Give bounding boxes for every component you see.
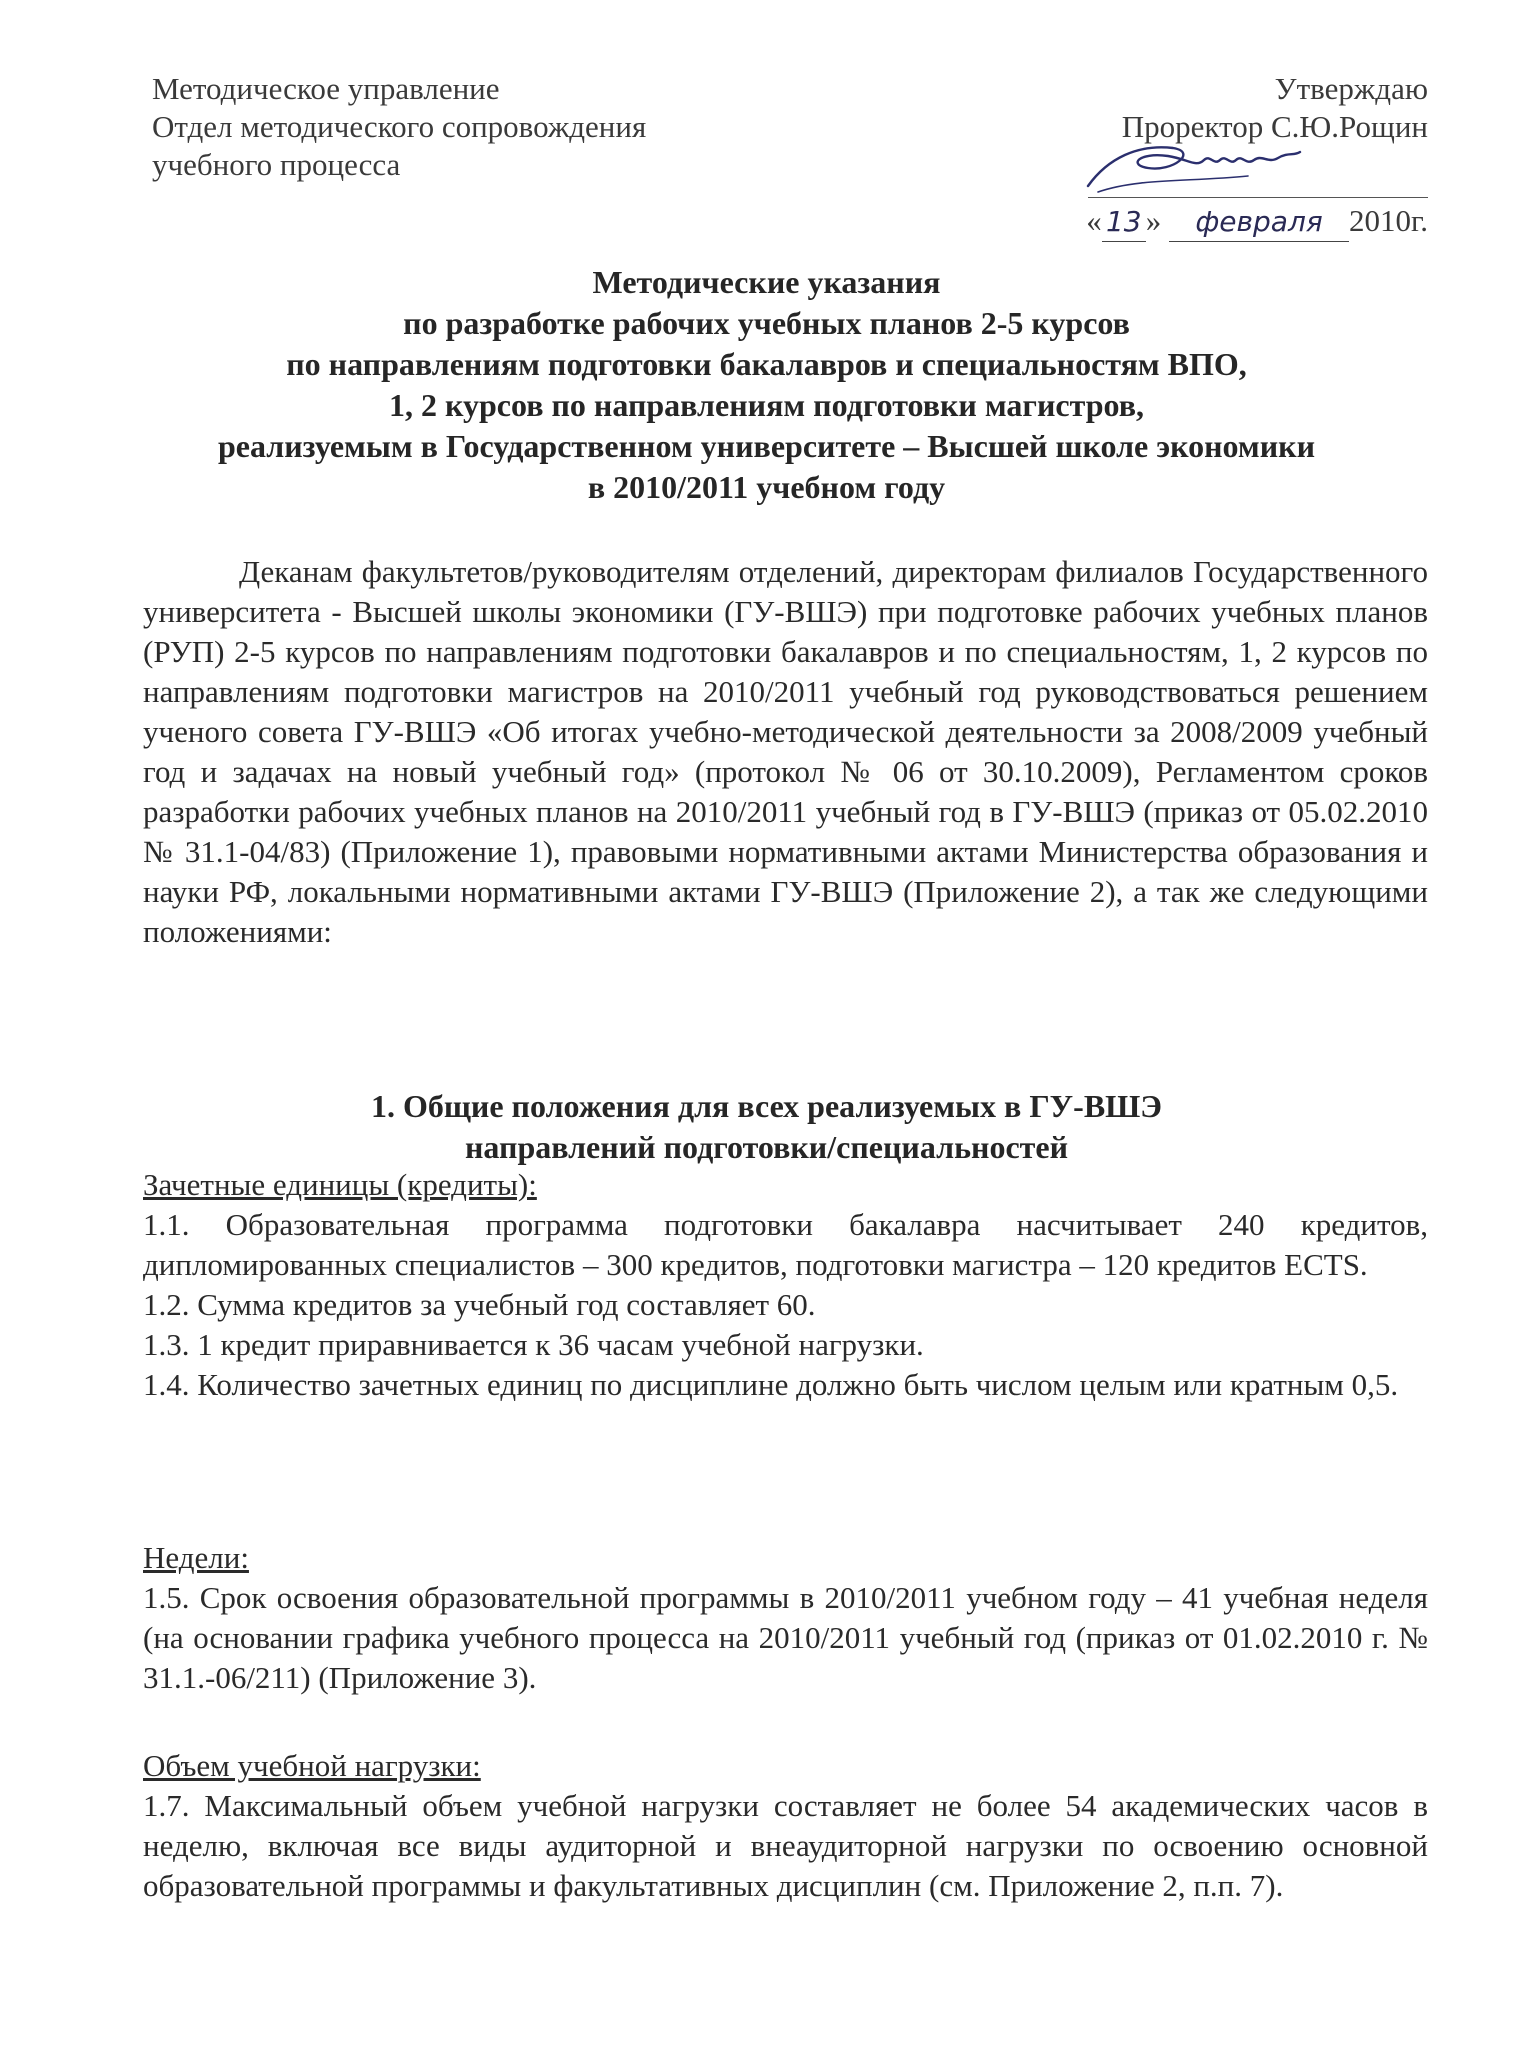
signature-rule [1088, 197, 1428, 198]
weeks-block [143, 1538, 1428, 1698]
weeks-item: 1.5. Срок освоения образовательной программы в 2010/2011 учебном году – 41 учебная неделя (на основании графика учебного процесса на 2010/2011 учебный год (приказ от 01.02.2010 г. № 31.1.-06/211) (Приложение 3). [143, 1580, 1428, 1695]
section-heading-line: направлений подготовки/специальностей [464, 1129, 1068, 1165]
load-block [143, 1746, 1428, 1906]
date-day: 13 [1102, 203, 1146, 242]
section-heading [130, 1086, 1403, 1168]
title-line: по направлениям подготовки бакалавров и специальностям ВПО, [286, 346, 1247, 382]
handwritten-signature [1078, 138, 1308, 202]
date-year: 2010г. [1349, 203, 1428, 238]
approver-name: Проректор С.Ю.Рощин [1121, 109, 1428, 144]
department-header [152, 70, 646, 184]
title-line: по разработке рабочих учебных планов 2-5 курсов [403, 305, 1130, 341]
credits-block [143, 1165, 1428, 1405]
department-line: Отдел методического сопровождения [152, 109, 647, 144]
section-heading-line: 1. Общие положения для всех реализуемых в ГУ-ВШЭ [371, 1088, 1162, 1124]
credits-item: 1.4. Количество зачетных единиц по дисциплине должно быть числом целым или кратным 0,5. [143, 1367, 1399, 1402]
date-month: февраля [1169, 203, 1349, 242]
date-open-quote: « [1086, 203, 1102, 238]
title-line: реализуемым в Государственном университете – Высшей школе экономики [217, 428, 1316, 464]
department-line: Методическое управление [152, 71, 500, 106]
approval-block [1008, 70, 1428, 242]
credits-item: 1.2. Сумма кредитов за учебный год составляет 60. [143, 1287, 816, 1322]
signature-area [1008, 146, 1428, 202]
title-line: Методические указания [592, 264, 941, 300]
weeks-subheading: Недели: [143, 1540, 249, 1575]
credits-item: 1.1. Образовательная программа подготовки бакалавра насчитывает 240 кредитов, дипломированных специалистов – 300 кредитов, подготовки магистра – 120 кредитов ECTS. [143, 1207, 1428, 1282]
credits-item: 1.3. 1 кредит приравнивается к 36 часам учебной нагрузки. [143, 1327, 924, 1362]
approval-date [1008, 202, 1428, 242]
date-close-quote: » [1145, 203, 1162, 238]
credits-subheading: Зачетные единицы (кредиты): [143, 1167, 537, 1202]
title-line: в 2010/2011 учебном году [587, 469, 946, 505]
intro-paragraph: Деканам факультетов/руководителям отделений, директорам филиалов Государственного университета - Высшей школы экономики (ГУ-ВШЭ) при подготовке рабочих учебных планов (РУП) 2-5 курсов по направлениям подготовки бакалавров и по специальностям, 1, 2 курсов по направлениям подготовки магистров на 2010/2011 учебный год руководствоваться решением ученого совета ГУ-ВШЭ «Об итогах учебно-методической деятельности за 2008/2009 учебный год и задачах на новый учебный год» (протокол № 06 от 30.10.2009), Регламентом сроков разработки рабочих учебных планов на 2010/2011 учебный год в ГУ-ВШЭ (приказ от 05.02.2010 № 31.1-04/83) (Приложение 1), правовыми нормативными актами Министерства образования и науки РФ, локальными нормативными актами ГУ-ВШЭ (Приложение 2), а так же следующими положениями: [143, 554, 1428, 949]
load-item: 1.7. Максимальный объем учебной нагрузки составляет не более 54 академических часов в неделю, включая все виды аудиторной и внеаудиторной нагрузки по освоению основной образовательной программы и факультативных дисциплин (см. Приложение 2, п.п. 7). [143, 1788, 1428, 1903]
department-line: учебного процесса [152, 147, 401, 182]
document-title [130, 262, 1403, 508]
load-subheading: Объем учебной нагрузки: [143, 1748, 481, 1783]
approve-label: Утверждаю [1274, 71, 1428, 106]
title-line: 1, 2 курсов по направлениям подготовки магистров, [389, 387, 1144, 423]
